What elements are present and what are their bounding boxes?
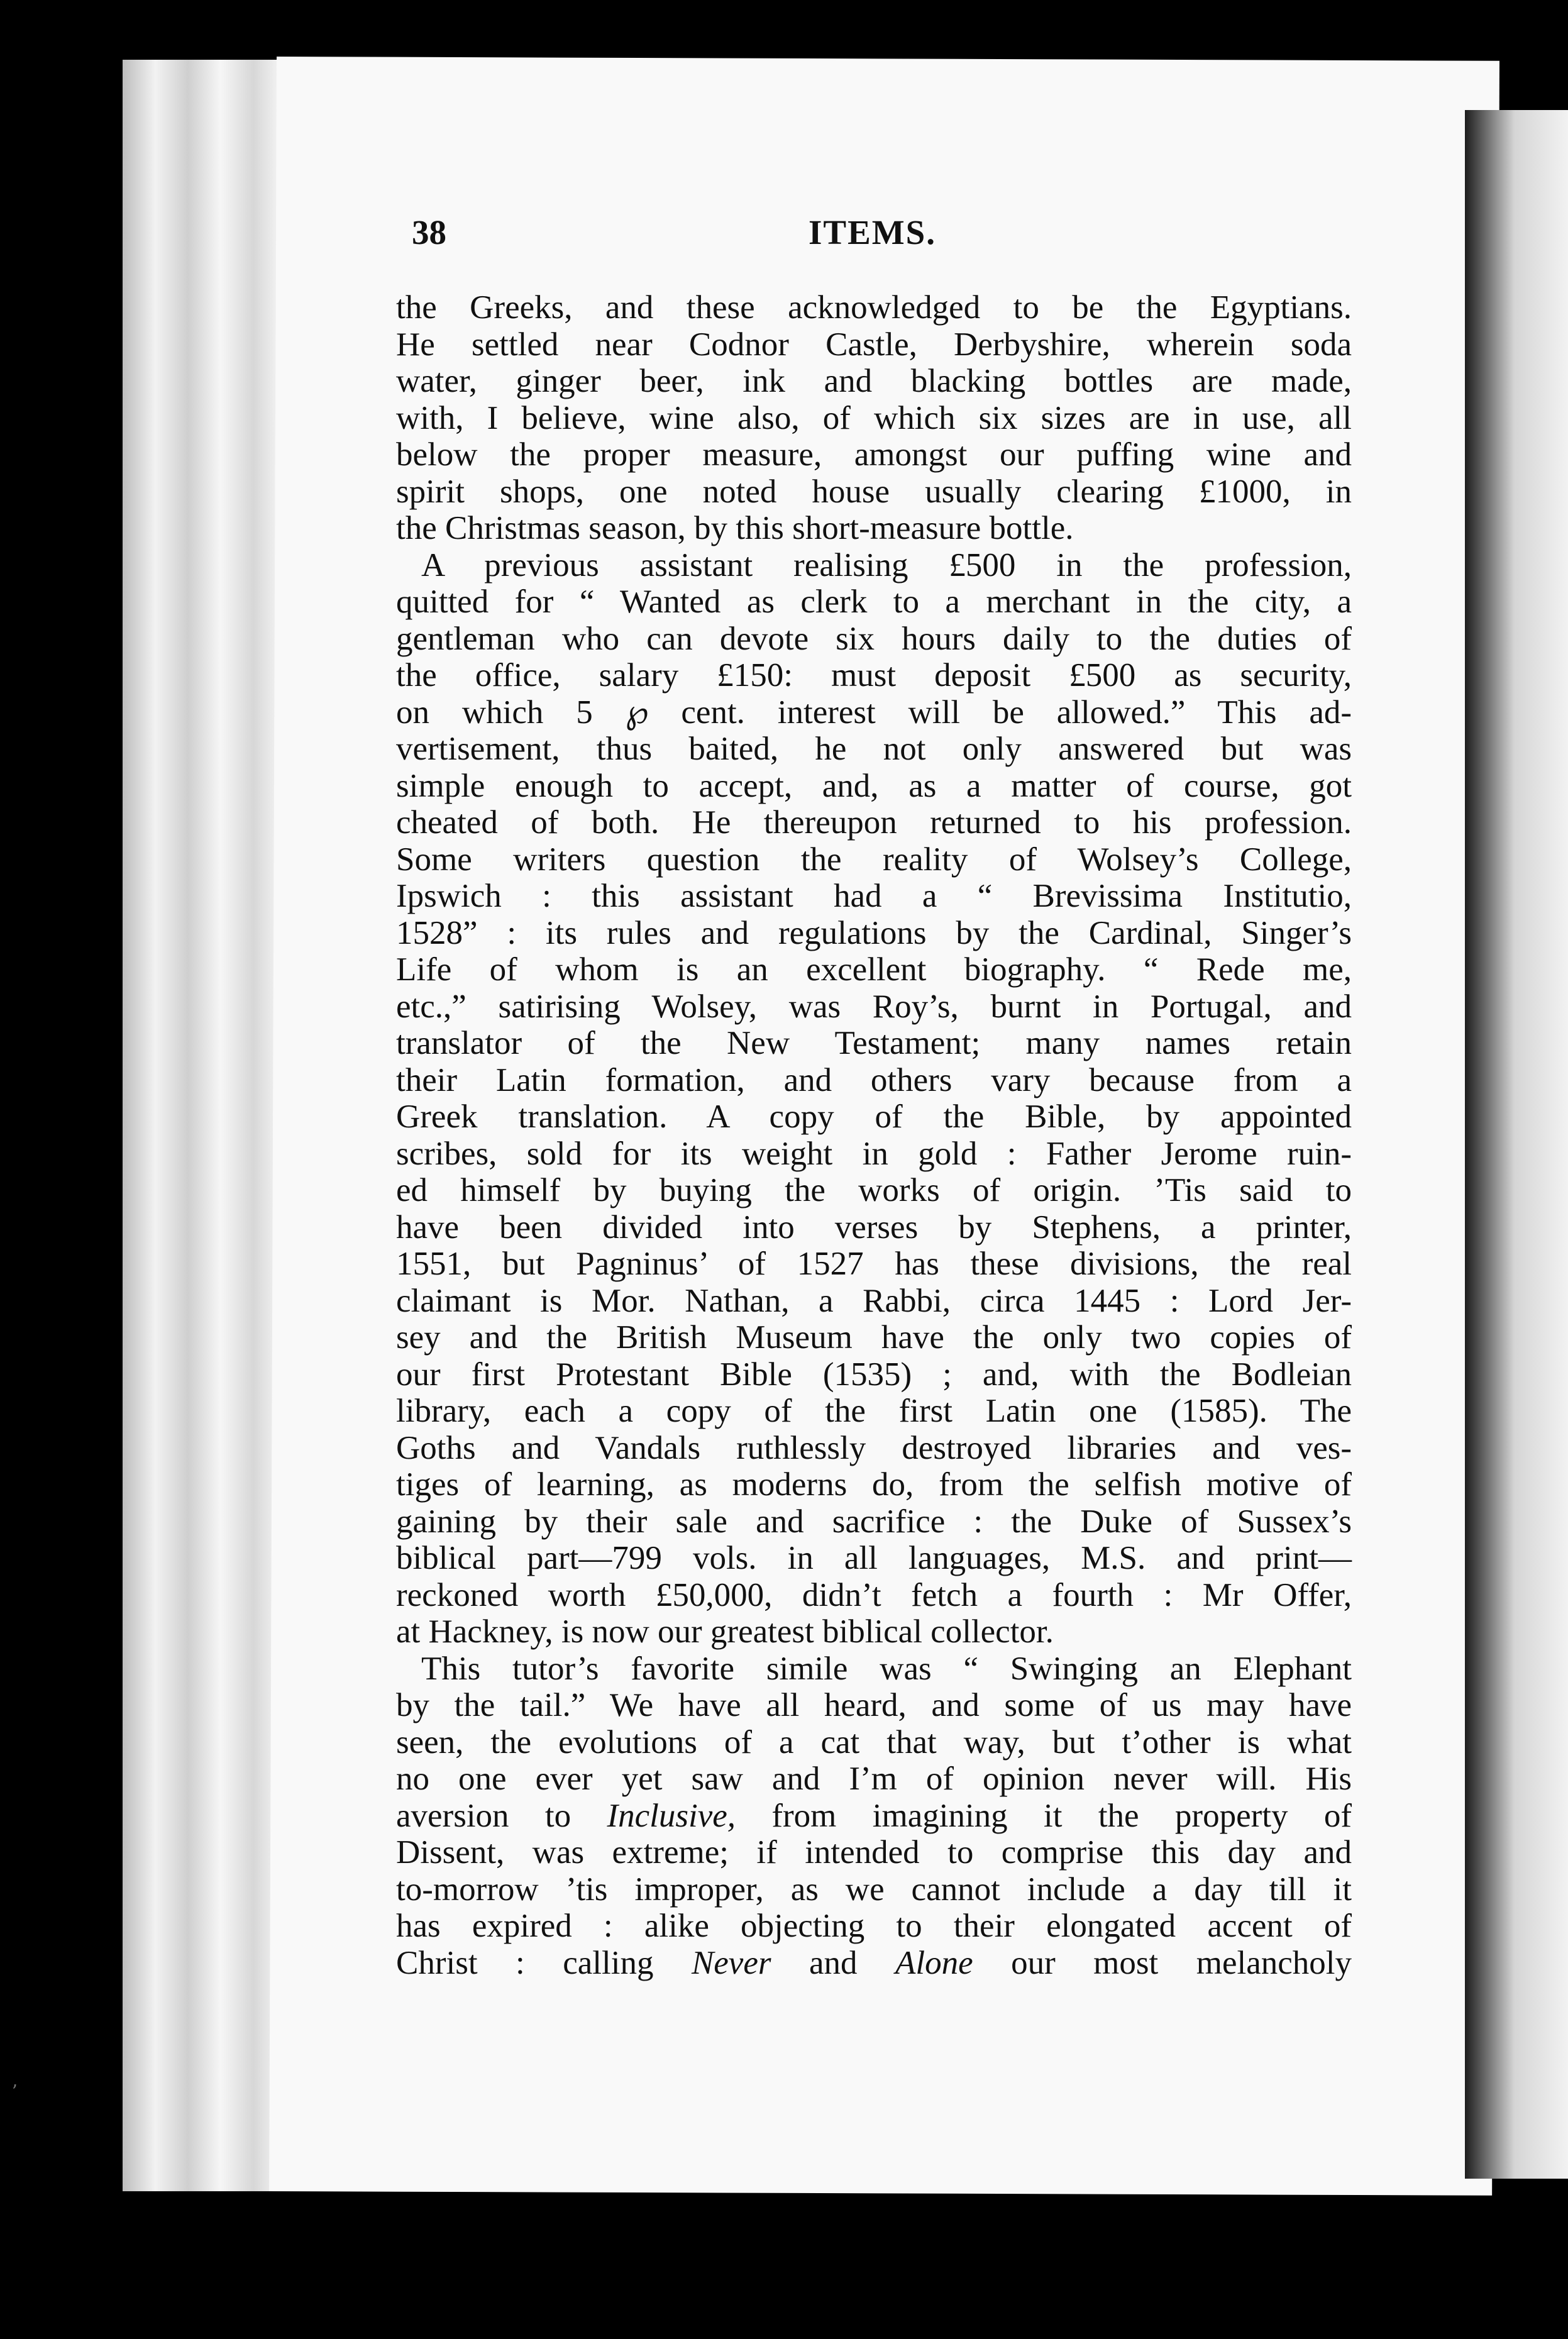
text-line: water, ginger beer, ink and blacking bottles are made, xyxy=(396,363,1352,399)
text-line: scribes, sold for its weight in gold : Father Jerome ruin- xyxy=(396,1135,1352,1172)
text-run: Christ : calling xyxy=(396,1944,692,1981)
text-line: A previous assistant realising £500 in the profession, xyxy=(421,546,1352,583)
italic-term: Alone xyxy=(895,1944,973,1981)
text-line: reckoned worth £50,000, didn’t fetch a fourth : Mr Offer, xyxy=(396,1576,1352,1613)
text-line: claimant is Mor. Nathan, a Rabbi, circa 1445 : Lord Jer- xyxy=(396,1282,1352,1319)
text-line: simple enough to accept, and, as a matter of course, got xyxy=(396,767,1352,804)
page-header xyxy=(412,213,1333,257)
text-line: Life of whom is an excellent biography. “ Rede me, xyxy=(396,951,1352,988)
text-run: from imagining it the property of xyxy=(736,1797,1352,1834)
text-line: cheated of both. He thereupon returned to his profession. xyxy=(396,804,1352,841)
text-line: Goths and Vandals ruthlessly destroyed libraries and ves- xyxy=(396,1429,1352,1466)
page-number: 38 xyxy=(412,213,446,252)
text-run: aversion to xyxy=(396,1797,607,1834)
text-line: the Greeks, and these acknowledged to be the Egyptians. xyxy=(396,289,1352,326)
text-line: Greek translation. A copy of the Bible, by appointed xyxy=(396,1098,1352,1135)
text-line: translator of the New Testament; many names retain xyxy=(396,1025,1352,1061)
text-line: the office, salary £150: must deposit £500 as security, xyxy=(396,657,1352,694)
margin-mark: ʼ xyxy=(11,2081,17,2102)
text-line: He settled near Codnor Castle, Derbyshire, wherein soda xyxy=(396,326,1352,363)
text-line: our first Protestant Bible (1535) ; and, with the Bodleian xyxy=(396,1356,1352,1393)
text-line: with, I believe, wine also, of which six sizes are in use, all xyxy=(396,399,1352,436)
text-line: to-morrow ’tis improper, as we cannot include a day till it xyxy=(396,1871,1352,1908)
book-page-edges xyxy=(123,60,286,2191)
text-line: spirit shops, one noted house usually clearing £1000, in xyxy=(396,473,1352,510)
text-line xyxy=(396,1798,1352,1835)
italic-term: Inclusive, xyxy=(607,1797,736,1834)
text-line: no one ever yet saw and I’m of opinion never will. His xyxy=(396,1761,1352,1797)
text-line: have been divided into verses by Stephens, a printer, xyxy=(396,1208,1352,1246)
text-line: gaining by their sale and sacrifice : the Duke of Sussex’s xyxy=(396,1503,1352,1540)
text-line: below the proper measure, amongst our puffing wine and xyxy=(396,436,1352,473)
text-line: etc.,” satirising Wolsey, was Roy’s, burnt in Portugal, and xyxy=(396,988,1352,1025)
facing-page-gutter xyxy=(1465,110,1568,2179)
text-line: seen, the evolutions of a cat that way, but t’other is what xyxy=(396,1723,1352,1761)
text-line: vertisement, thus baited, he not only answered but was xyxy=(396,731,1352,767)
text-line: sey and the British Museum have the only two copies of xyxy=(396,1319,1352,1356)
body-text xyxy=(396,289,1352,1981)
text-line: Dissent, was extreme; if intended to comprise this day and xyxy=(396,1834,1352,1871)
text-line: 1528” : its rules and regulations by the Cardinal, Singer’s xyxy=(396,914,1352,951)
text-line: biblical part—799 vols. in all languages, M.S. and print— xyxy=(396,1540,1352,1576)
text-run: our most melancholy xyxy=(973,1944,1352,1981)
text-line: Some writers question the reality of Wolsey’s College, xyxy=(396,841,1352,878)
text-line: This tutor’s favorite simile was “ Swinging an Elephant xyxy=(421,1650,1352,1687)
text-line: by the tail.” We have all heard, and some of us may have xyxy=(396,1687,1352,1723)
text-run: and xyxy=(771,1944,895,1981)
text-line: ed himself by buying the works of origin. ’Tis said to xyxy=(396,1172,1352,1208)
italic-term: Never xyxy=(691,1944,771,1981)
text-line xyxy=(396,1945,1352,1982)
text-line: gentleman who can devote six hours daily to the duties of xyxy=(396,620,1352,657)
text-line: quitted for “ Wanted as clerk to a merchant in the city, a xyxy=(396,583,1352,620)
text-line: at Hackney, is now our greatest biblical collector. xyxy=(396,1613,1054,1650)
running-head: ITEMS. xyxy=(808,213,937,252)
text-line: the Christmas season, by this short-measure bottle. xyxy=(396,510,1074,546)
text-line: tiges of learning, as moderns do, from the selfish motive of xyxy=(396,1466,1352,1503)
text-line: library, each a copy of the first Latin one (1585). The xyxy=(396,1393,1352,1429)
text-line: 1551, but Pagninus’ of 1527 has these divisions, the real xyxy=(396,1246,1352,1282)
text-line: their Latin formation, and others vary because from a xyxy=(396,1061,1352,1098)
text-line: Ipswich : this assistant had a “ Brevissima Institutio, xyxy=(396,878,1352,914)
text-line: on which 5 ℘ cent. interest will be allowed.” This ad- xyxy=(396,694,1352,731)
text-line: has expired : alike objecting to their elongated accent of xyxy=(396,1908,1352,1944)
